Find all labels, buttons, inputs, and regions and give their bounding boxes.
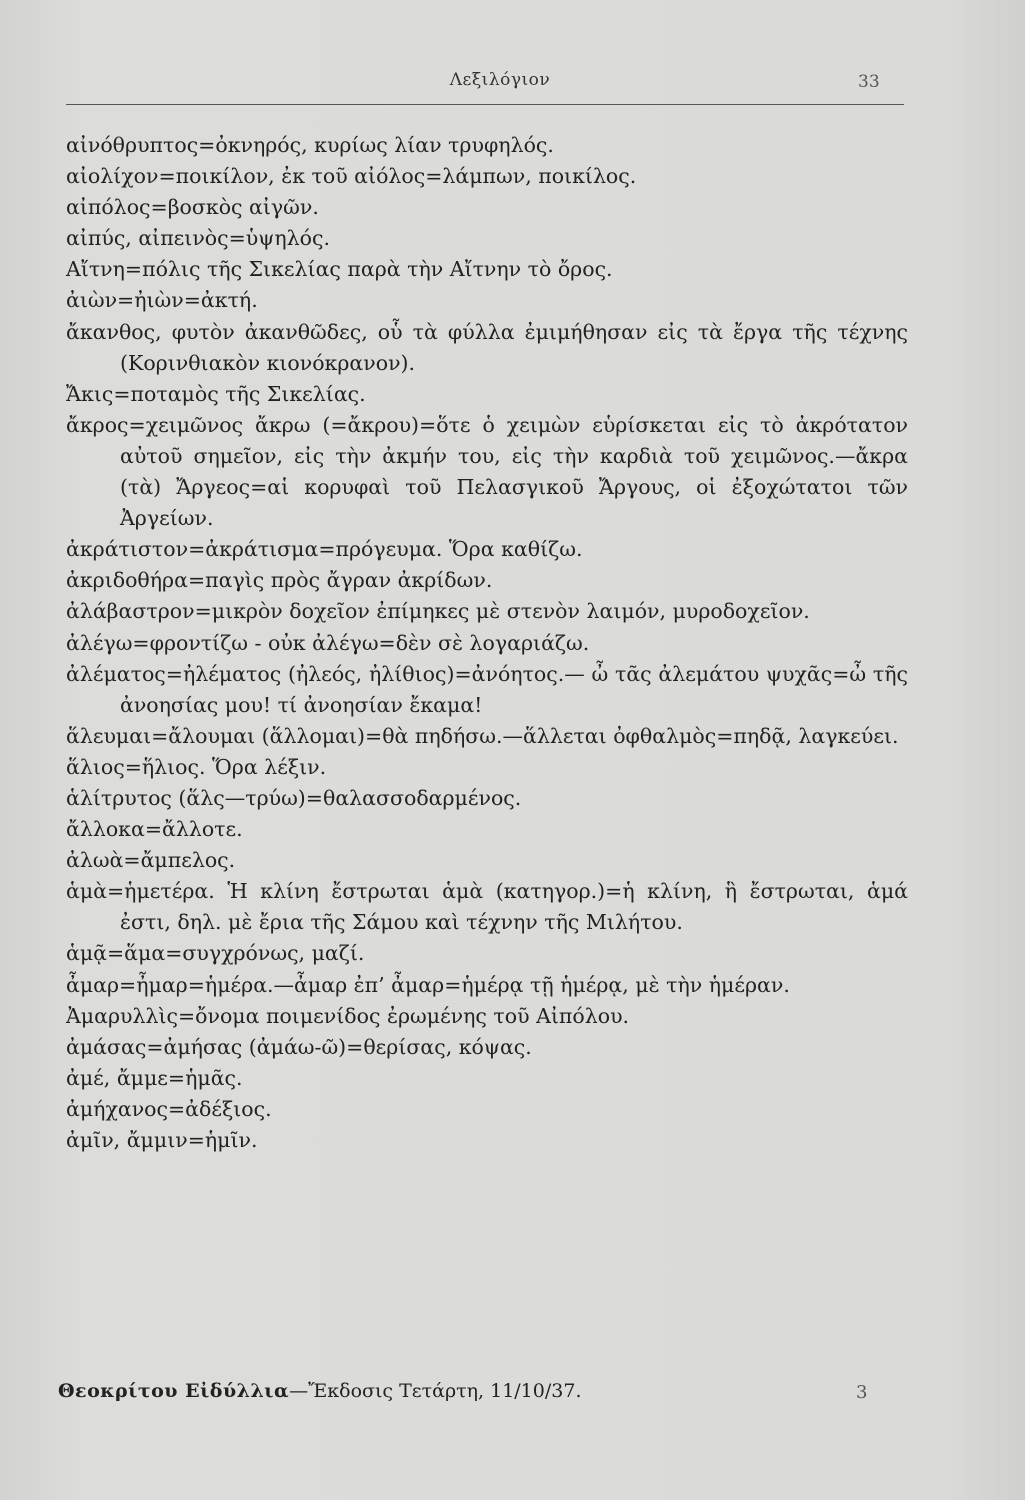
glossary-entries: [66, 130, 908, 1156]
glossary-entry: αἰπόλος=βοσκὸς αἰγῶν.: [66, 195, 319, 220]
glossary-entry: ἄλλοκα=ἄλλοτε.: [66, 817, 243, 842]
glossary-entry: ἆμαρ=ἦμαρ=ἡμέρα.—ἆμαρ ἐπ’ ἆμαρ=ἡμέρᾳ τῇ ἡμέρᾳ, μὲ τὴν ἡμέραν.: [66, 972, 790, 997]
footer-edition: —Ἔκδοσις Τετάρτη, 11/10/37.: [289, 1380, 582, 1402]
glossary-entry: ἀλέματος=ἠλέματος (ἠλεός, ἠλίθιος)=ἀνόητος.— ὦ τᾶς ἀλεμάτου ψυχᾶς=ὦ τῆς ἀνοησίας μου! τί ἀνοησίαν ἔκαμα!: [66, 661, 908, 717]
glossary-entry: ἁμᾷ=ἅμα=συγχρόνως, μαζί.: [66, 941, 365, 966]
glossary-entry: ἀμήχανος=ἀδέξιος.: [66, 1096, 272, 1121]
glossary-entry: ἀμῖν, ἄμμιν=ἡμῖν.: [66, 1128, 258, 1152]
page-header-title: Λεξιλόγιον: [449, 70, 551, 90]
page-number: 33: [858, 72, 880, 92]
glossary-entry: ἄκανθος, φυτὸν ἀκανθῶδες, οὗ τὰ φύλλα ἐμιμήθησαν εἰς τὰ ἔργα τῆς τέχνης (Κορινθιακὸν κιονόκρανον).: [66, 319, 908, 375]
glossary-entry: ἀκριδοθήρα=παγὶς πρὸς ἄγραν ἀκρίδων.: [66, 568, 493, 593]
glossary-entry: ἀλωὰ=ἄμπελος.: [66, 848, 236, 873]
glossary-entry: αἰπύς, αἰπεινὸς=ὑψηλός.: [66, 226, 330, 251]
glossary-entry: αἰνόθρυπτος=ὀκνηρός, κυρίως λίαν τρυφηλός.: [66, 133, 554, 157]
glossary-entry: ἄκρος=χειμῶνος ἄκρω (=ἄκρου)=ὅτε ὁ χειμὼν εὑρίσκεται εἰς τὸ ἀκρότατον αὐτοῦ σημεῖον, εἰς τὴν ἀκμήν του, εἰς τὴν καρδιὰ τοῦ χειμῶνος.—ἄκρα (τὰ) Ἄργεος=αἱ κορυφαὶ τοῦ Πελασγικοῦ Ἄργους, οἱ ἐξοχώτατοι τῶν Ἀργείων.: [66, 412, 908, 531]
header-rule: [66, 104, 904, 105]
glossary-entry: ἅλιος=ἥλιος. Ὅρα λέξιν.: [66, 754, 327, 779]
glossary-entry: ἀλέγω=φροντίζω - οὐκ ἀλέγω=δὲν σὲ λογαριάζω.: [66, 630, 590, 655]
glossary-entry: ἀμάσας=ἀμήσας (ἀμάω-ῶ)=θερίσας, κόψας.: [66, 1034, 532, 1059]
footer-imprint: [58, 1380, 581, 1402]
glossary-entry: ἅλευμαι=ἄλουμαι (ἅλλομαι)=θὰ πηδήσω.—ἅλλεται ὀφθαλμὸς=πηδᾷ, λαγκεύει.: [66, 723, 899, 748]
glossary-entry: ἀλάβαστρον=μικρὸν δοχεῖον ἐπίμηκες μὲ στενὸν λαιμόν, μυροδοχεῖον.: [66, 599, 810, 624]
glossary-entry: Ἀμαρυλλὶς=ὄνομα ποιμενίδος ἐρωμένης τοῦ Αἰπόλου.: [66, 1003, 630, 1028]
glossary-entry: ἁμὰ=ἡμετέρα. Ἡ κλίνη ἔστρωται ἁμὰ (κατηγορ.)=ἡ κλίνη, ἣ ἔστρωται, ἁμά ἐστι, δηλ. μὲ ἔρια τῆς Σάμου καὶ τέχνην τῆς Μιλήτου.: [66, 879, 908, 935]
glossary-entry: αἰολίχον=ποικίλον, ἐκ τοῦ αἰόλος=λάμπων, ποικίλος.: [66, 164, 637, 189]
glossary-entry: ἁλίτρυτος (ἅλς—τρύω)=θαλασσοδαρμένος.: [66, 785, 522, 810]
footer-signature-mark: 3: [856, 1382, 868, 1403]
glossary-entry: ἀιὼν=ἠιὼν=ἀκτή.: [66, 288, 258, 313]
glossary-entry: ἀκράτιστον=ἀκράτισμα=πρόγευμα. Ὅρα καθίζω.: [66, 537, 583, 562]
glossary-entry: Αἴτνη=πόλις τῆς Σικελίας παρὰ τὴν Αἴτνην τὸ ὄρος.: [66, 257, 613, 282]
glossary-entry: ἀμέ, ἄμμε=ἡμᾶς.: [66, 1065, 243, 1090]
glossary-entry: Ἄκις=ποταμὸς τῆς Σικελίας.: [66, 381, 366, 406]
footer-book-title: Θεοκρίτου Εἰδύλλια: [58, 1380, 290, 1402]
